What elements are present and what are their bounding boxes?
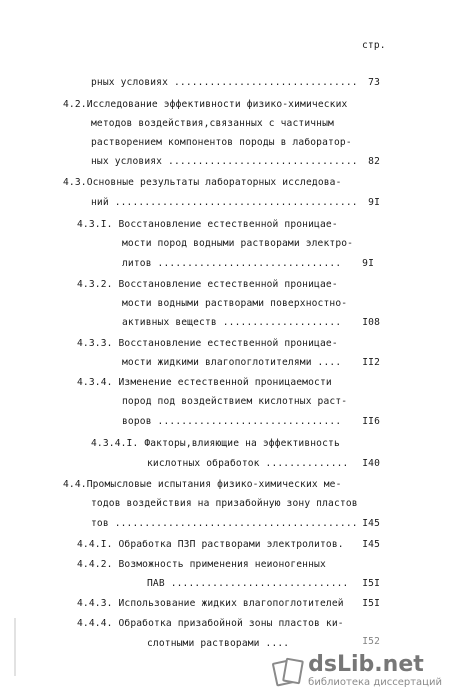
toc-line: методов воздействия,связанных с частичным: [91, 118, 334, 129]
toc-line: ПАВ ..............................: [147, 578, 349, 589]
toc-line: тов .........................................: [91, 518, 358, 529]
toc-line: 4.4.I. Обработка ПЗП растворами электролитов.: [77, 539, 344, 550]
toc-page-number: I45: [362, 539, 380, 550]
scan-edge-mark: [14, 618, 16, 676]
toc-page-number: 82: [368, 156, 380, 167]
toc-line: ний .........................................: [91, 197, 358, 208]
toc-page-number: I08: [362, 317, 380, 328]
toc-page-number: I40: [362, 458, 380, 469]
toc-line: мости жидкими влагопоглотителями ....: [122, 357, 342, 368]
toc-line: 4.4.Промысловые испытания физико-химических ме-: [63, 479, 342, 490]
toc-page-number: I45: [362, 518, 380, 529]
toc-page-number: 9I: [362, 258, 374, 269]
toc-line: 4.3.2. Восстановление естественной проницае-: [77, 279, 338, 290]
watermark-site[interactable]: dsLib.net: [308, 652, 424, 677]
toc-line: 4.3.4. Изменение естественной проницаемости: [77, 377, 332, 388]
toc-page-number: I52: [362, 636, 380, 647]
toc-line: 4.3.3. Восстановление естественной проницае-: [77, 338, 338, 349]
toc-line: 4.4.4. Обработка призабойной зоны пластов ки-: [77, 618, 344, 629]
toc-line: тодов воздействия на призабойную зону пластов: [91, 498, 358, 509]
toc-line: растворением компонентов породы в лаборатор-: [91, 137, 352, 148]
toc-line: активных веществ ....................: [122, 317, 342, 328]
books-logo-icon: [272, 657, 302, 685]
toc-line: литов ...............................: [122, 258, 342, 269]
toc-line: мости водными растворами поверхностно-: [122, 298, 348, 309]
toc-line: 4.3.4.I. Факторы,влияющие на эффективность: [91, 438, 340, 449]
toc-page-number: II2: [362, 357, 380, 368]
toc-line: 4.4.3. Использование жидких влагопоглотителей: [77, 598, 344, 609]
watermark: [272, 653, 442, 689]
watermark-subtitle: библиотека диссертаций: [308, 677, 442, 688]
toc-line: 4.3.I. Восстановление естественной проницае-: [77, 219, 338, 230]
toc-line: 4.3.Основные результаты лабораторных исследова-: [63, 177, 342, 188]
toc-line: рных условиях ...............................: [91, 77, 358, 88]
toc-page-number: 73: [368, 77, 380, 88]
toc-line: мости пород водными растворами электро-: [122, 238, 354, 249]
toc-line: кислотных обработок ..............: [147, 458, 349, 469]
toc-line: пород под воздействием кислотных раст-: [122, 396, 348, 407]
toc-line: 4.2.Исследование эффективности физико-химических: [63, 99, 348, 110]
toc-page-number: II6: [362, 416, 380, 427]
toc-page-number: I5I: [362, 598, 380, 609]
toc-page-number: I5I: [362, 578, 380, 589]
page-number-header: стр.: [362, 40, 386, 51]
toc-line: слотными растворами ....: [147, 638, 290, 649]
toc-line: воров ...............................: [122, 416, 342, 427]
toc-line: ных условиях ................................: [91, 156, 358, 167]
toc-line: 4.4.2. Возможность применения неионогенных: [77, 559, 326, 570]
toc-page-number: 9I: [368, 197, 380, 208]
